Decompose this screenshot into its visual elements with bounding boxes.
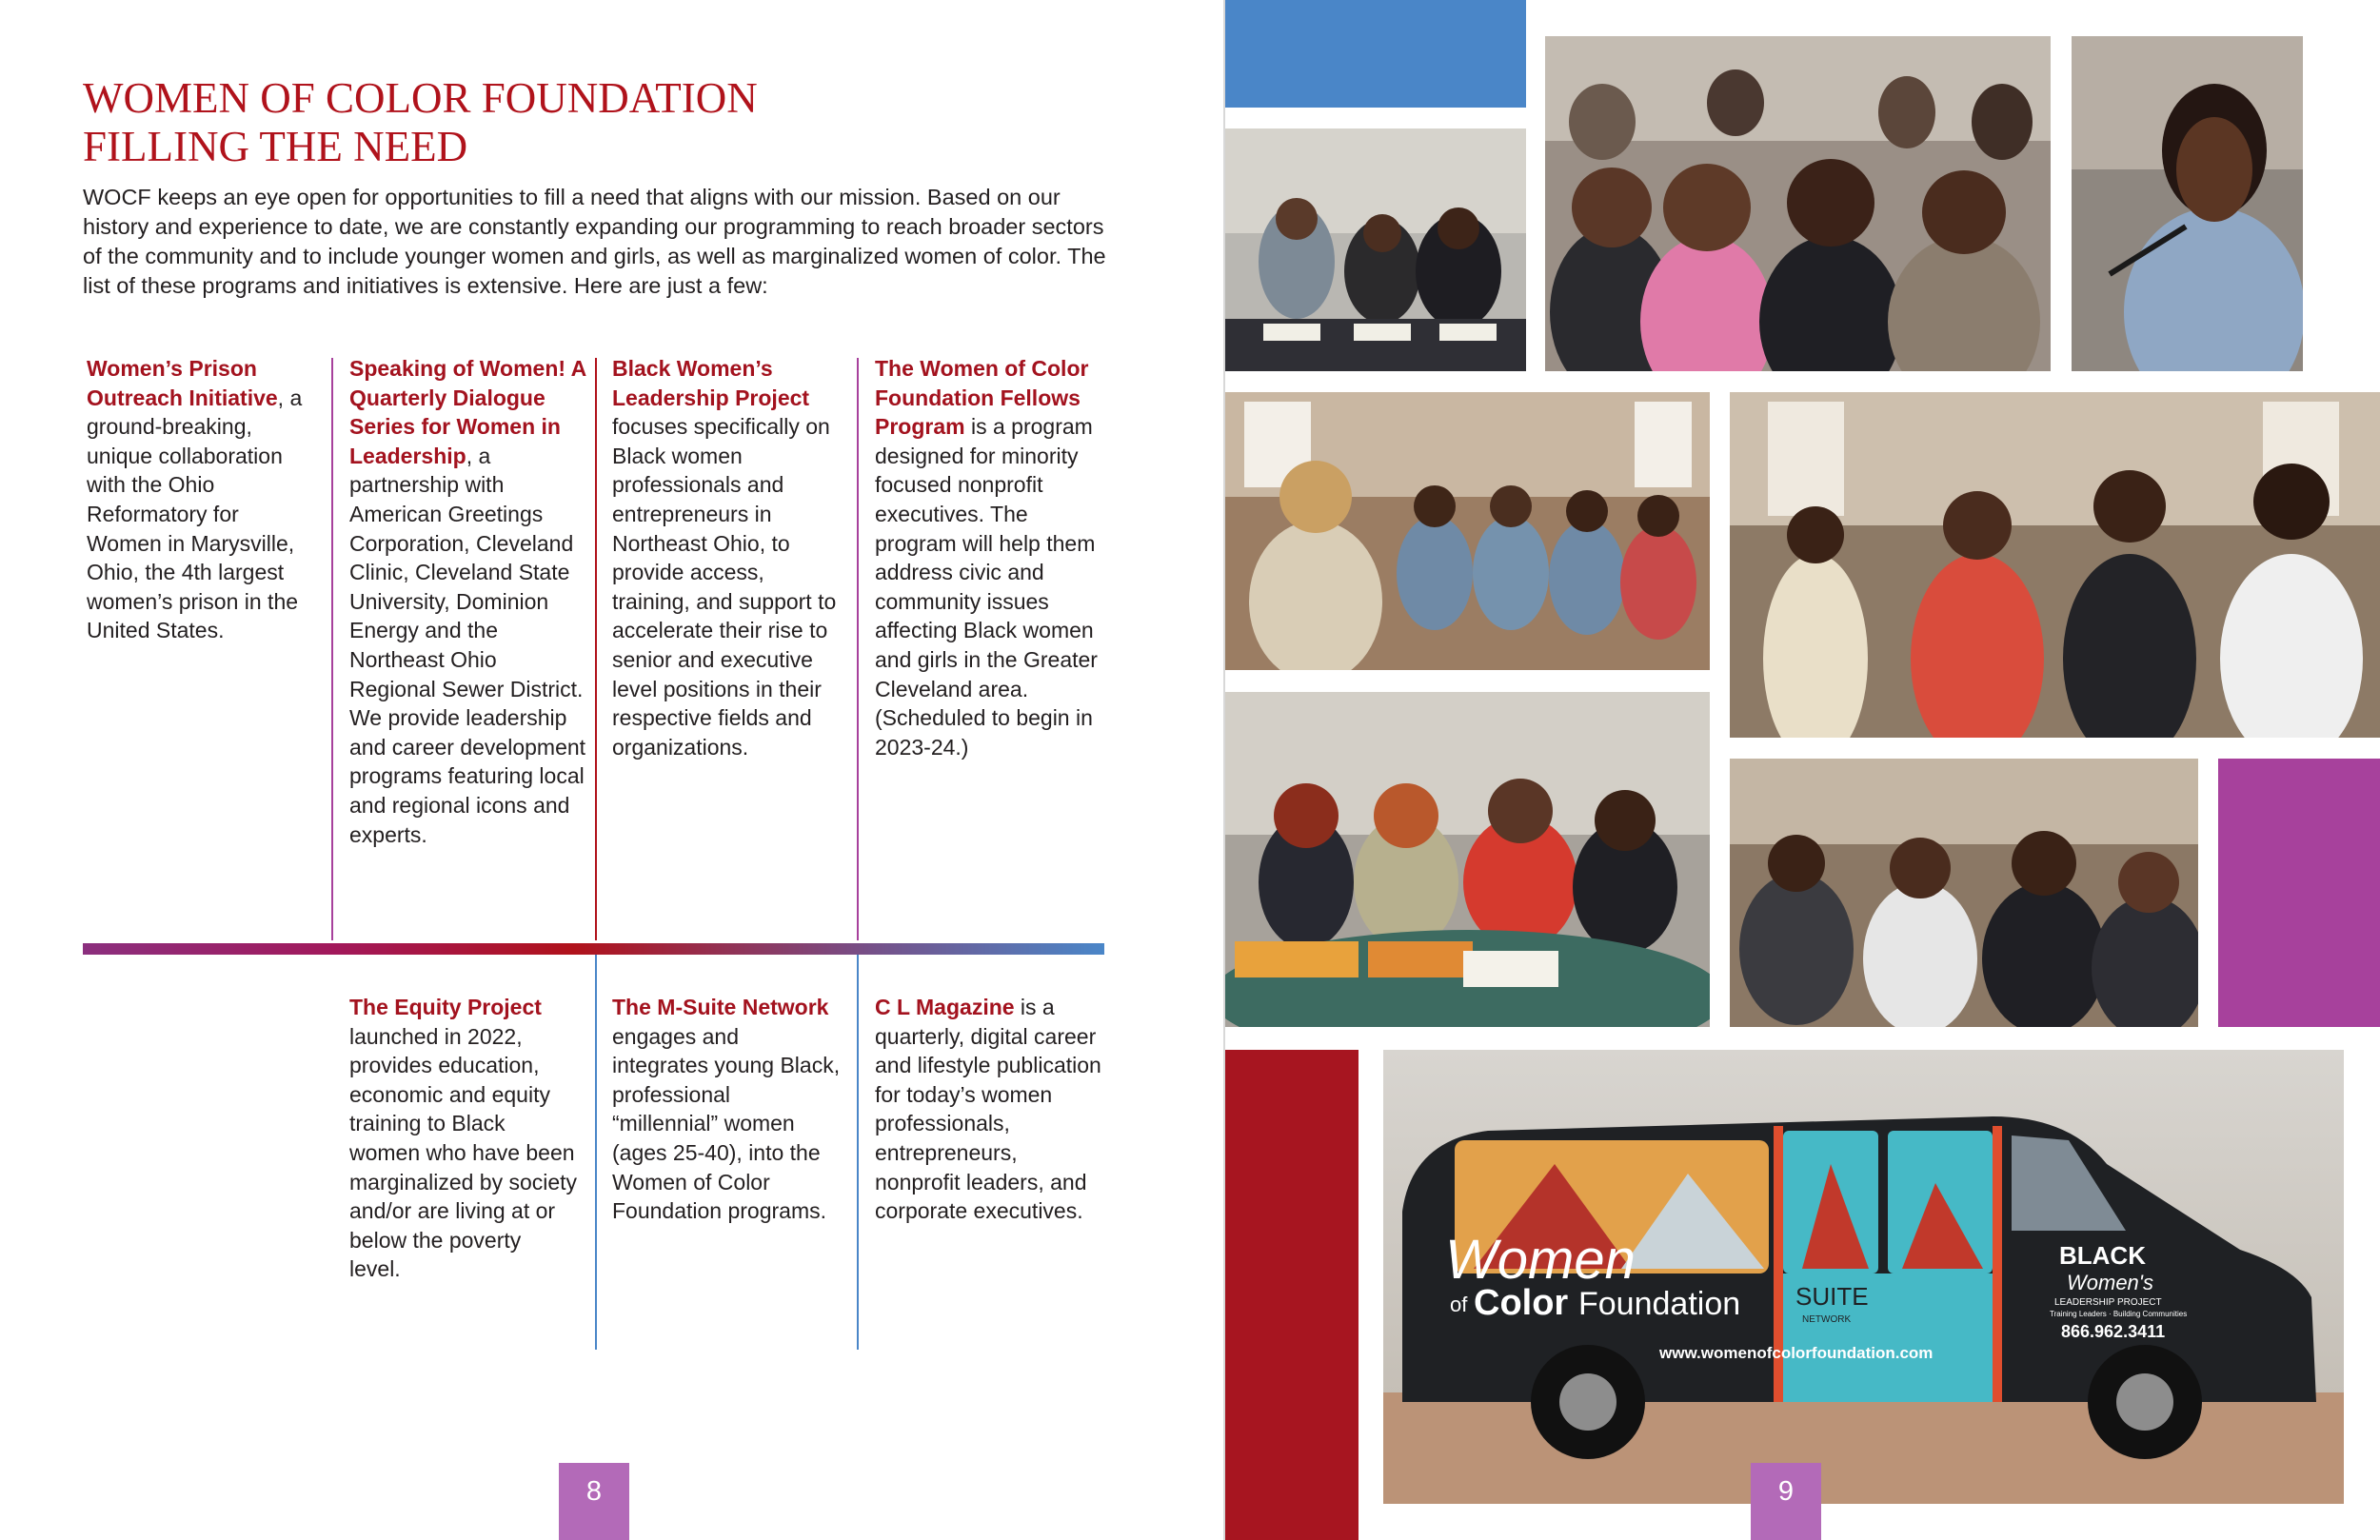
program-heading: Speaking of Women! A Quarterly Dialogue Series for Women in Leadership [349,356,586,468]
program-speaking-of-women [349,354,587,849]
program-fellows [875,354,1103,761]
van-website: www.womenofcolorfoundation.com [1659,1344,1934,1362]
van-msuite-network: NETWORK [1802,1314,1852,1325]
program-heading: C L Magazine [875,995,1015,1019]
speaker-at-microphone-photo [2072,36,2303,371]
blue-accent-block [1225,0,1526,108]
page-title [83,74,758,171]
program-prison-outreach [87,354,315,645]
page-number: 9 [1751,1463,1821,1540]
title-line-2: FILLING THE NEED [83,123,468,170]
program-body: engages and integrates young Black, professional “millennial” women (ages 25-40), into the Women of Color Foundation programs. [612,1023,841,1224]
van-bwlp-womens: Women's [2067,1271,2153,1294]
program-heading: The Equity Project [349,995,542,1019]
program-heading: The Women of Color Foundation Fellows Program [875,356,1089,440]
program-heading: Black Women’s Leadership Project [612,356,810,410]
intro-paragraph: WOCF keeps an eye open for opportunities to fill a need that aligns with our mission. Based on our history and experience to date, we are constantly expanding our programming to reach broader sectors of the community and to include younger women and girls, as well as marginalized women of color. The list of these programs and initiatives is extensive. Here are just a few: [83,185,1106,298]
column-divider [857,955,859,1350]
van-phone: 866.962.3411 [2061,1322,2166,1341]
gradient-divider [83,943,1104,955]
program-m-suite [612,993,841,1226]
seated-audience-photo [1730,759,2198,1027]
program-body: focuses specifically on Black women professionals and entrepreneurs in Northeast Ohio, to provide access, training, and support to accelerate their rise to senior and executive level positions in their respective fields and organizations. [612,414,837,760]
table-group-photo [1225,692,1710,1027]
prison-outreach-photo [1225,392,1710,670]
van-msuite: SUITE [1795,1282,1869,1311]
right-page [1225,0,2380,1540]
column-divider [595,358,597,940]
program-cl-magazine [875,993,1103,1226]
panel-discussion-photo [1225,128,1526,371]
column-divider [331,358,333,940]
women-clapping-photo [1730,392,2380,738]
van-bwlp-black: BLACK [2059,1241,2146,1270]
column-divider [595,955,597,1350]
title-line-1: WOMEN OF COLOR FOUNDATION [83,74,758,122]
red-accent-block [1225,1050,1359,1540]
van-logo-women: Women [1445,1229,1636,1291]
program-heading: Women’s Prison Outreach Initiative [87,356,278,410]
page-number: 8 [559,1463,629,1540]
program-equity-project [349,993,578,1284]
van-bwlp-subtitle: LEADERSHIP PROJECT [2054,1297,2162,1308]
program-black-womens-leadership [612,354,841,761]
van-logo-color: Color [1474,1283,1569,1323]
program-body: launched in 2022, provides education, economic and equity training to Black women who have been marginalized by society and/or are living at or below the poverty level. [349,1023,578,1282]
program-body: , a partnership with American Greetings Corporation, Cleveland Clinic, Cleveland State University, Dominion Energy and the Northeast Ohio Regional Sewer District. We provide leadership and career development programs featuring local and regional icons and experts. [349,443,586,847]
van-bwlp-tagline: Training Leaders · Building Communities [2050,1310,2188,1318]
program-body: is a quarterly, digital career and lifestyle publication for today’s women professionals, entrepreneurs, nonprofit leaders, and corporate executives. [875,995,1101,1224]
column-divider [857,358,859,940]
program-body: is a program designed for minority focused nonprofit executives. The program will help them address civic and community issues affecting Black women and girls in the Greater Cleveland area. (Scheduled to begin in 2023-24.) [875,414,1098,760]
program-body: , a ground-breaking, unique collaboration with the Ohio Reformatory for Women in Marysville, Ohio, the 4th largest women’s prison in the United States. [87,385,303,643]
van-logo-of: of [1450,1293,1468,1316]
van-photo [1383,1050,2344,1504]
van-logo-foundation: Foundation [1578,1286,1741,1322]
magenta-accent-block [2218,759,2380,1027]
program-heading: The M-Suite Network [612,995,829,1019]
audience-photo [1545,36,2051,371]
